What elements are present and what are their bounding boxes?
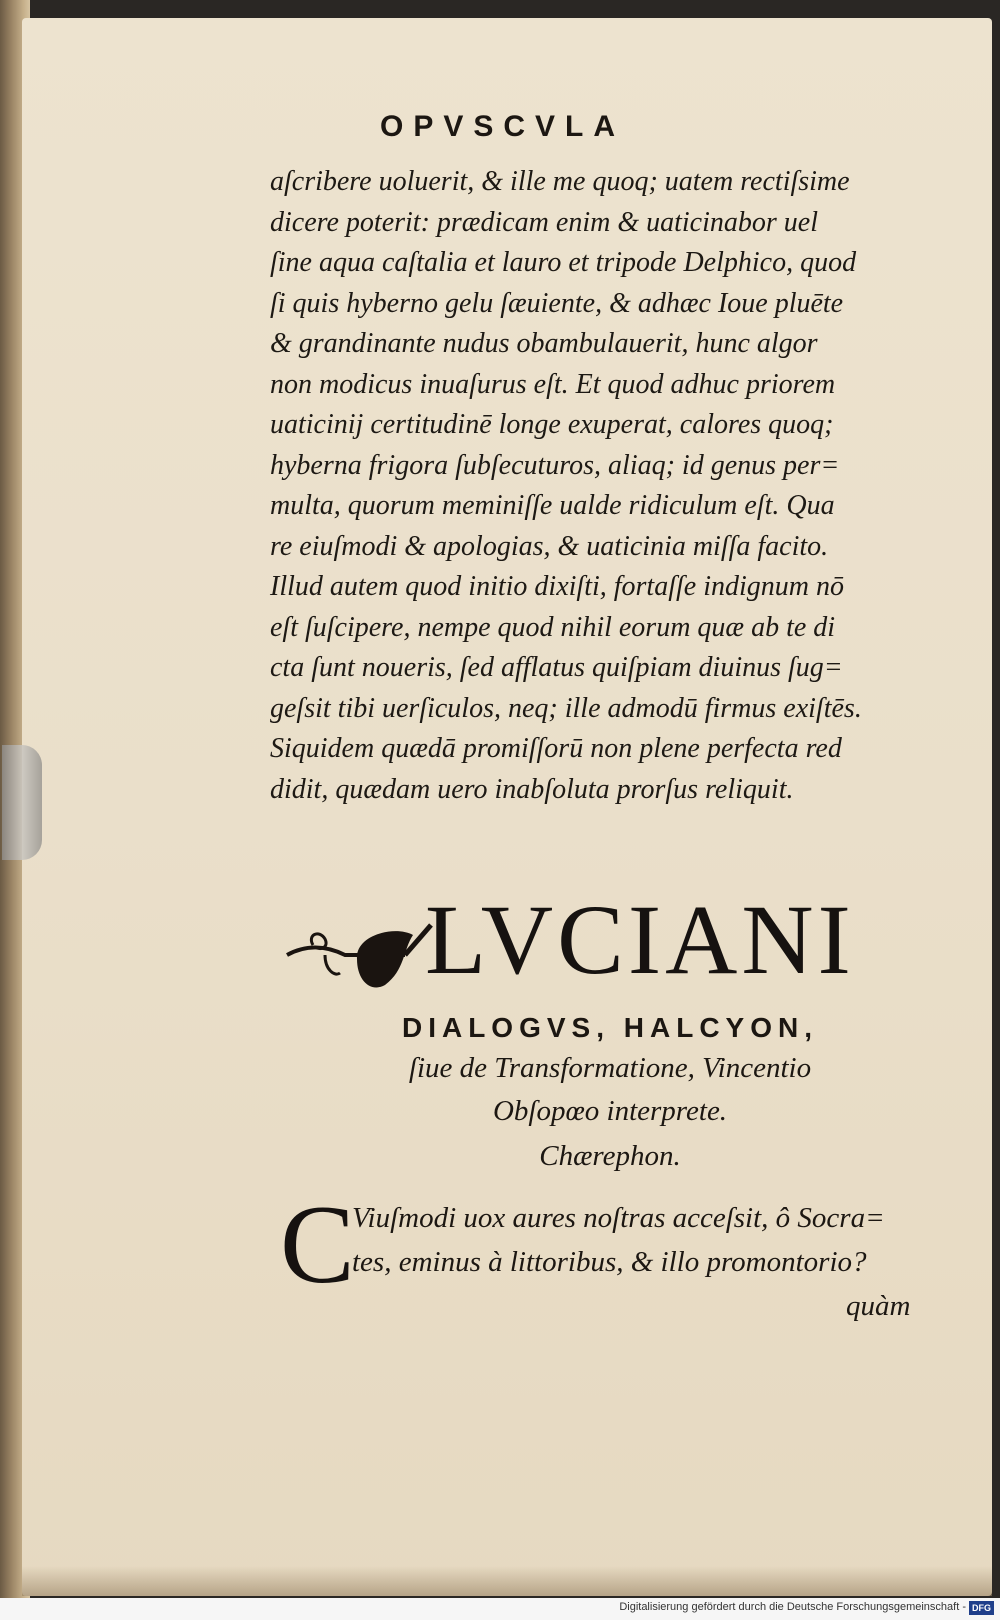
page-clip <box>2 745 42 860</box>
dialog-line: tes, eminus à littoribus, & illo promontorio? <box>352 1246 867 1278</box>
subtitle: DIALOGVS, HALCYON, <box>401 1012 818 1043</box>
body-line: & grandinante nudus obambulauerit, hunc algor <box>270 328 818 359</box>
body-line: Siquidem quædā promiſſorū non plene perfecta red <box>270 733 842 764</box>
body-line: non modicus inuaſurus eſt. Et quod adhuc priorem <box>270 368 836 400</box>
body-text <box>270 162 910 810</box>
footer-credit: Digitalisierung gefördert durch die Deutsche Forschungsgemeinschaft - <box>619 1601 966 1613</box>
running-head: OPVSCVLA <box>380 110 626 143</box>
body-line: geſsit tibi uerſiculos, neq; ille admodū firmus exiſtēs. <box>270 692 862 724</box>
title: LVCIANI <box>425 884 855 995</box>
body-line: eſt ſuſcipere, nempe quod nihil eorum quæ ab te di <box>270 611 836 643</box>
body-line: Illud autem quod initio dixiſti, fortaſſe indignum nō <box>270 571 844 602</box>
body-line: didit, quædam uero inabſoluta prorſus reliquit. <box>270 773 794 805</box>
subtitle-line: ſiue de Transformatione, Vincentio <box>408 1052 812 1084</box>
body-line: aſcribere uoluerit, & ille me quoq; uatem rectiſsime <box>270 166 850 197</box>
leaf-ornament-icon <box>285 915 435 1000</box>
body-line: ſine aqua caſtalia et lauro et tripode Delphico, quod <box>270 247 857 278</box>
body-line: multa, quorum meminiſſe ualde ridiculum eſt. Qua <box>270 490 835 521</box>
body-line: uaticinij certitudinē longe exuperat, calores quoq; <box>270 409 834 440</box>
page-shadow <box>22 1566 992 1596</box>
drop-cap: C <box>280 1183 355 1307</box>
dialog-line: Viuſmodi uox aures noſtras acceſsit, ô Socra= <box>352 1202 885 1234</box>
speaker-name: Chærephon. <box>539 1140 681 1172</box>
body-line: dicere poterit: prædicam enim & uaticinabor uel <box>270 206 818 238</box>
body-line: hyberna frigora ſubſecuturos, aliaq; id genus per= <box>270 449 840 481</box>
catchword: quàm <box>846 1290 911 1322</box>
body-line: ſi quis hyberno gelu ſæuiente, & adhæc Ioue pluēte <box>270 287 844 319</box>
dfg-logo: DFG <box>969 1601 994 1615</box>
body-line: re eiuſmodi & apologias, & uaticinia miſſa facito. <box>270 530 829 562</box>
body-line: cta ſunt noueris, ſed afflatus quiſpiam diuinus ſug= <box>270 652 843 683</box>
subtitle-line: Obſopœo interprete. <box>492 1095 728 1127</box>
